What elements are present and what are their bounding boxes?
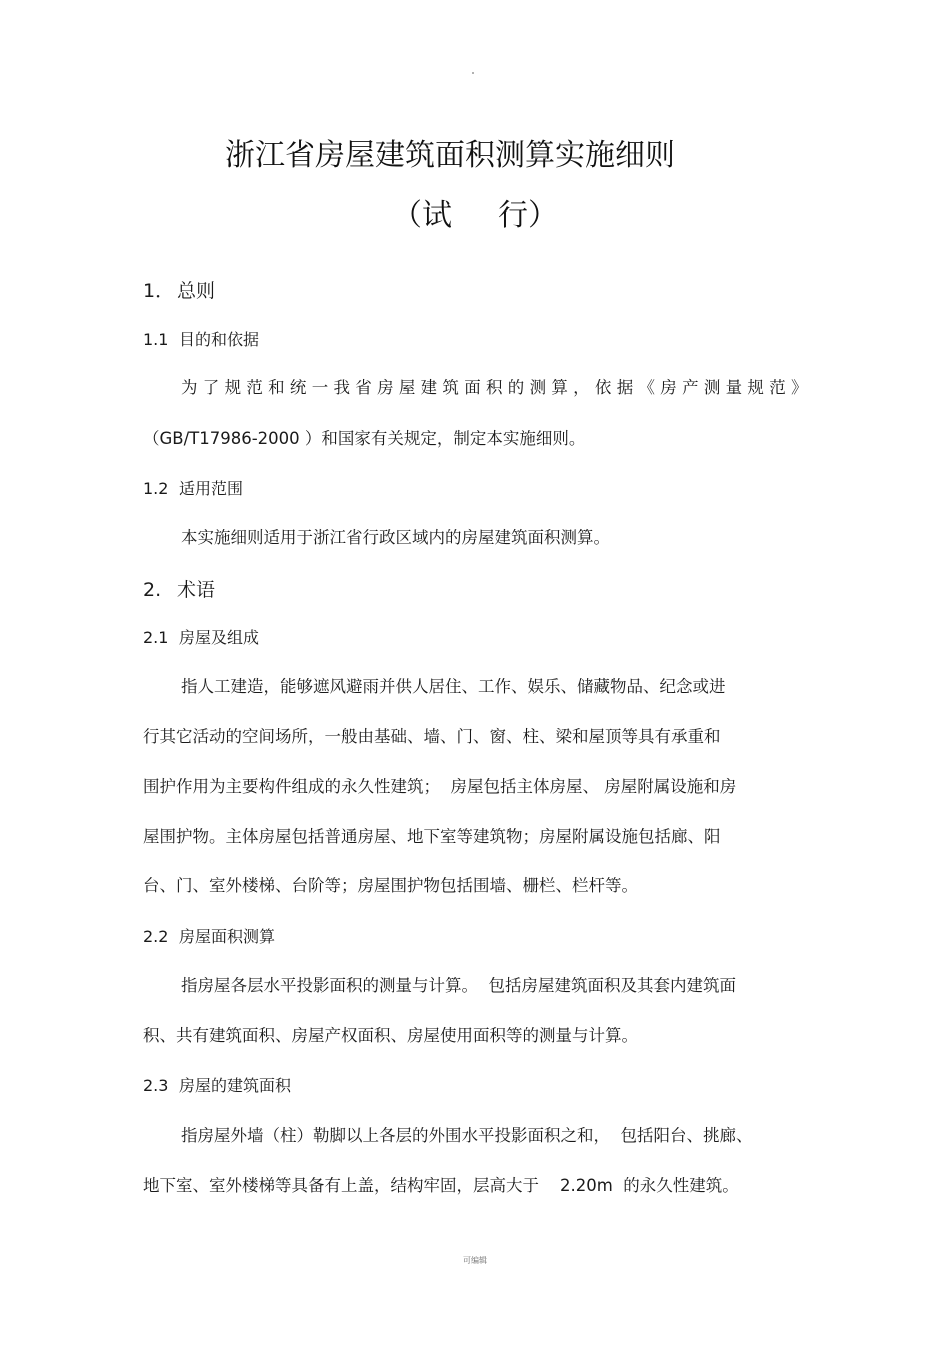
paragraph-line: 本实施细则适用于浙江省行政区域内的房屋建筑面积测算。 [181, 528, 610, 547]
subsection-title: 房屋及组成 [179, 628, 260, 647]
subsection-heading-1-2 [143, 478, 243, 500]
section-heading-2 [143, 577, 215, 603]
paragraph-line: 积、共有建筑面积、房屋产权面积、房屋使用面积等的测量与计算。 [143, 1026, 638, 1045]
subsection-heading-2-2 [143, 926, 275, 948]
paragraph-line: 为了规范和统一我省房屋建筑面积的测算，依据《房产测量规范》 [181, 378, 809, 397]
subsection-title: 房屋的建筑面积 [179, 1076, 292, 1095]
paragraph-line: 台、门、室外楼梯、台阶等；房屋围护物包括围墙、栅栏、栏杆等。 [143, 876, 638, 895]
subsection-title: 房屋面积测算 [179, 927, 276, 946]
subsection-number: 1.2 [143, 479, 169, 498]
subtitle-left: （试 [392, 198, 452, 233]
subsection-title: 适用范围 [179, 479, 244, 498]
subsection-heading-1-1 [143, 329, 259, 351]
subsection-title: 目的和依据 [179, 330, 260, 349]
subsection-number: 2.1 [143, 628, 169, 647]
document-subtitle [0, 196, 950, 236]
section-number: 2. [143, 579, 162, 601]
page-footer: 可编辑 [463, 1256, 487, 1265]
section-title: 总则 [177, 280, 216, 302]
section-title: 术语 [177, 579, 216, 601]
paragraph-line: 屋围护物。主体房屋包括普通房屋、地下室等建筑物；房屋附属设施包括廊、阳 [143, 827, 721, 846]
paragraph-line: 指人工建造，能够遮风避雨并供人居住、工作、娱乐、储藏物品、纪念或进 [181, 677, 726, 696]
paragraph-line: 指房屋外墙（柱）勒脚以上各层的外围水平投影面积之和， 包括阳台、挑廊、 [181, 1126, 753, 1145]
paragraph-line: 地下室、室外楼梯等具备有上盖，结构牢固，层高大于 2.20m 的永久性建筑。 [143, 1176, 739, 1195]
paragraph-line: 指房屋各层水平投影面积的测量与计算。 包括房屋建筑面积及其套内建筑面 [181, 976, 736, 995]
subsection-number: 1.1 [143, 330, 169, 349]
paragraph-line: （GB/T17986-2000 ）和国家有关规定，制定本实施细则。 [143, 429, 586, 448]
paragraph-line: 围护作用为主要构件组成的永久性建筑； 房屋包括主体房屋、 房屋附属设施和房 [143, 777, 737, 796]
subsection-heading-2-1 [143, 627, 259, 649]
document-title: 浙江省房屋建筑面积测算实施细则 [225, 138, 675, 173]
section-heading-1 [143, 278, 215, 304]
section-number: 1． [143, 280, 175, 302]
subsection-heading-2-3 [143, 1075, 291, 1097]
page-mark [472, 72, 474, 74]
subsection-number: 2.3 [143, 1076, 169, 1095]
paragraph-line: 行其它活动的空间场所，一般由基础、墙、门、窗、柱、梁和屋顶等具有承重和 [143, 727, 721, 746]
subsection-number: 2.2 [143, 927, 169, 946]
subtitle-right: 行） [498, 198, 558, 233]
